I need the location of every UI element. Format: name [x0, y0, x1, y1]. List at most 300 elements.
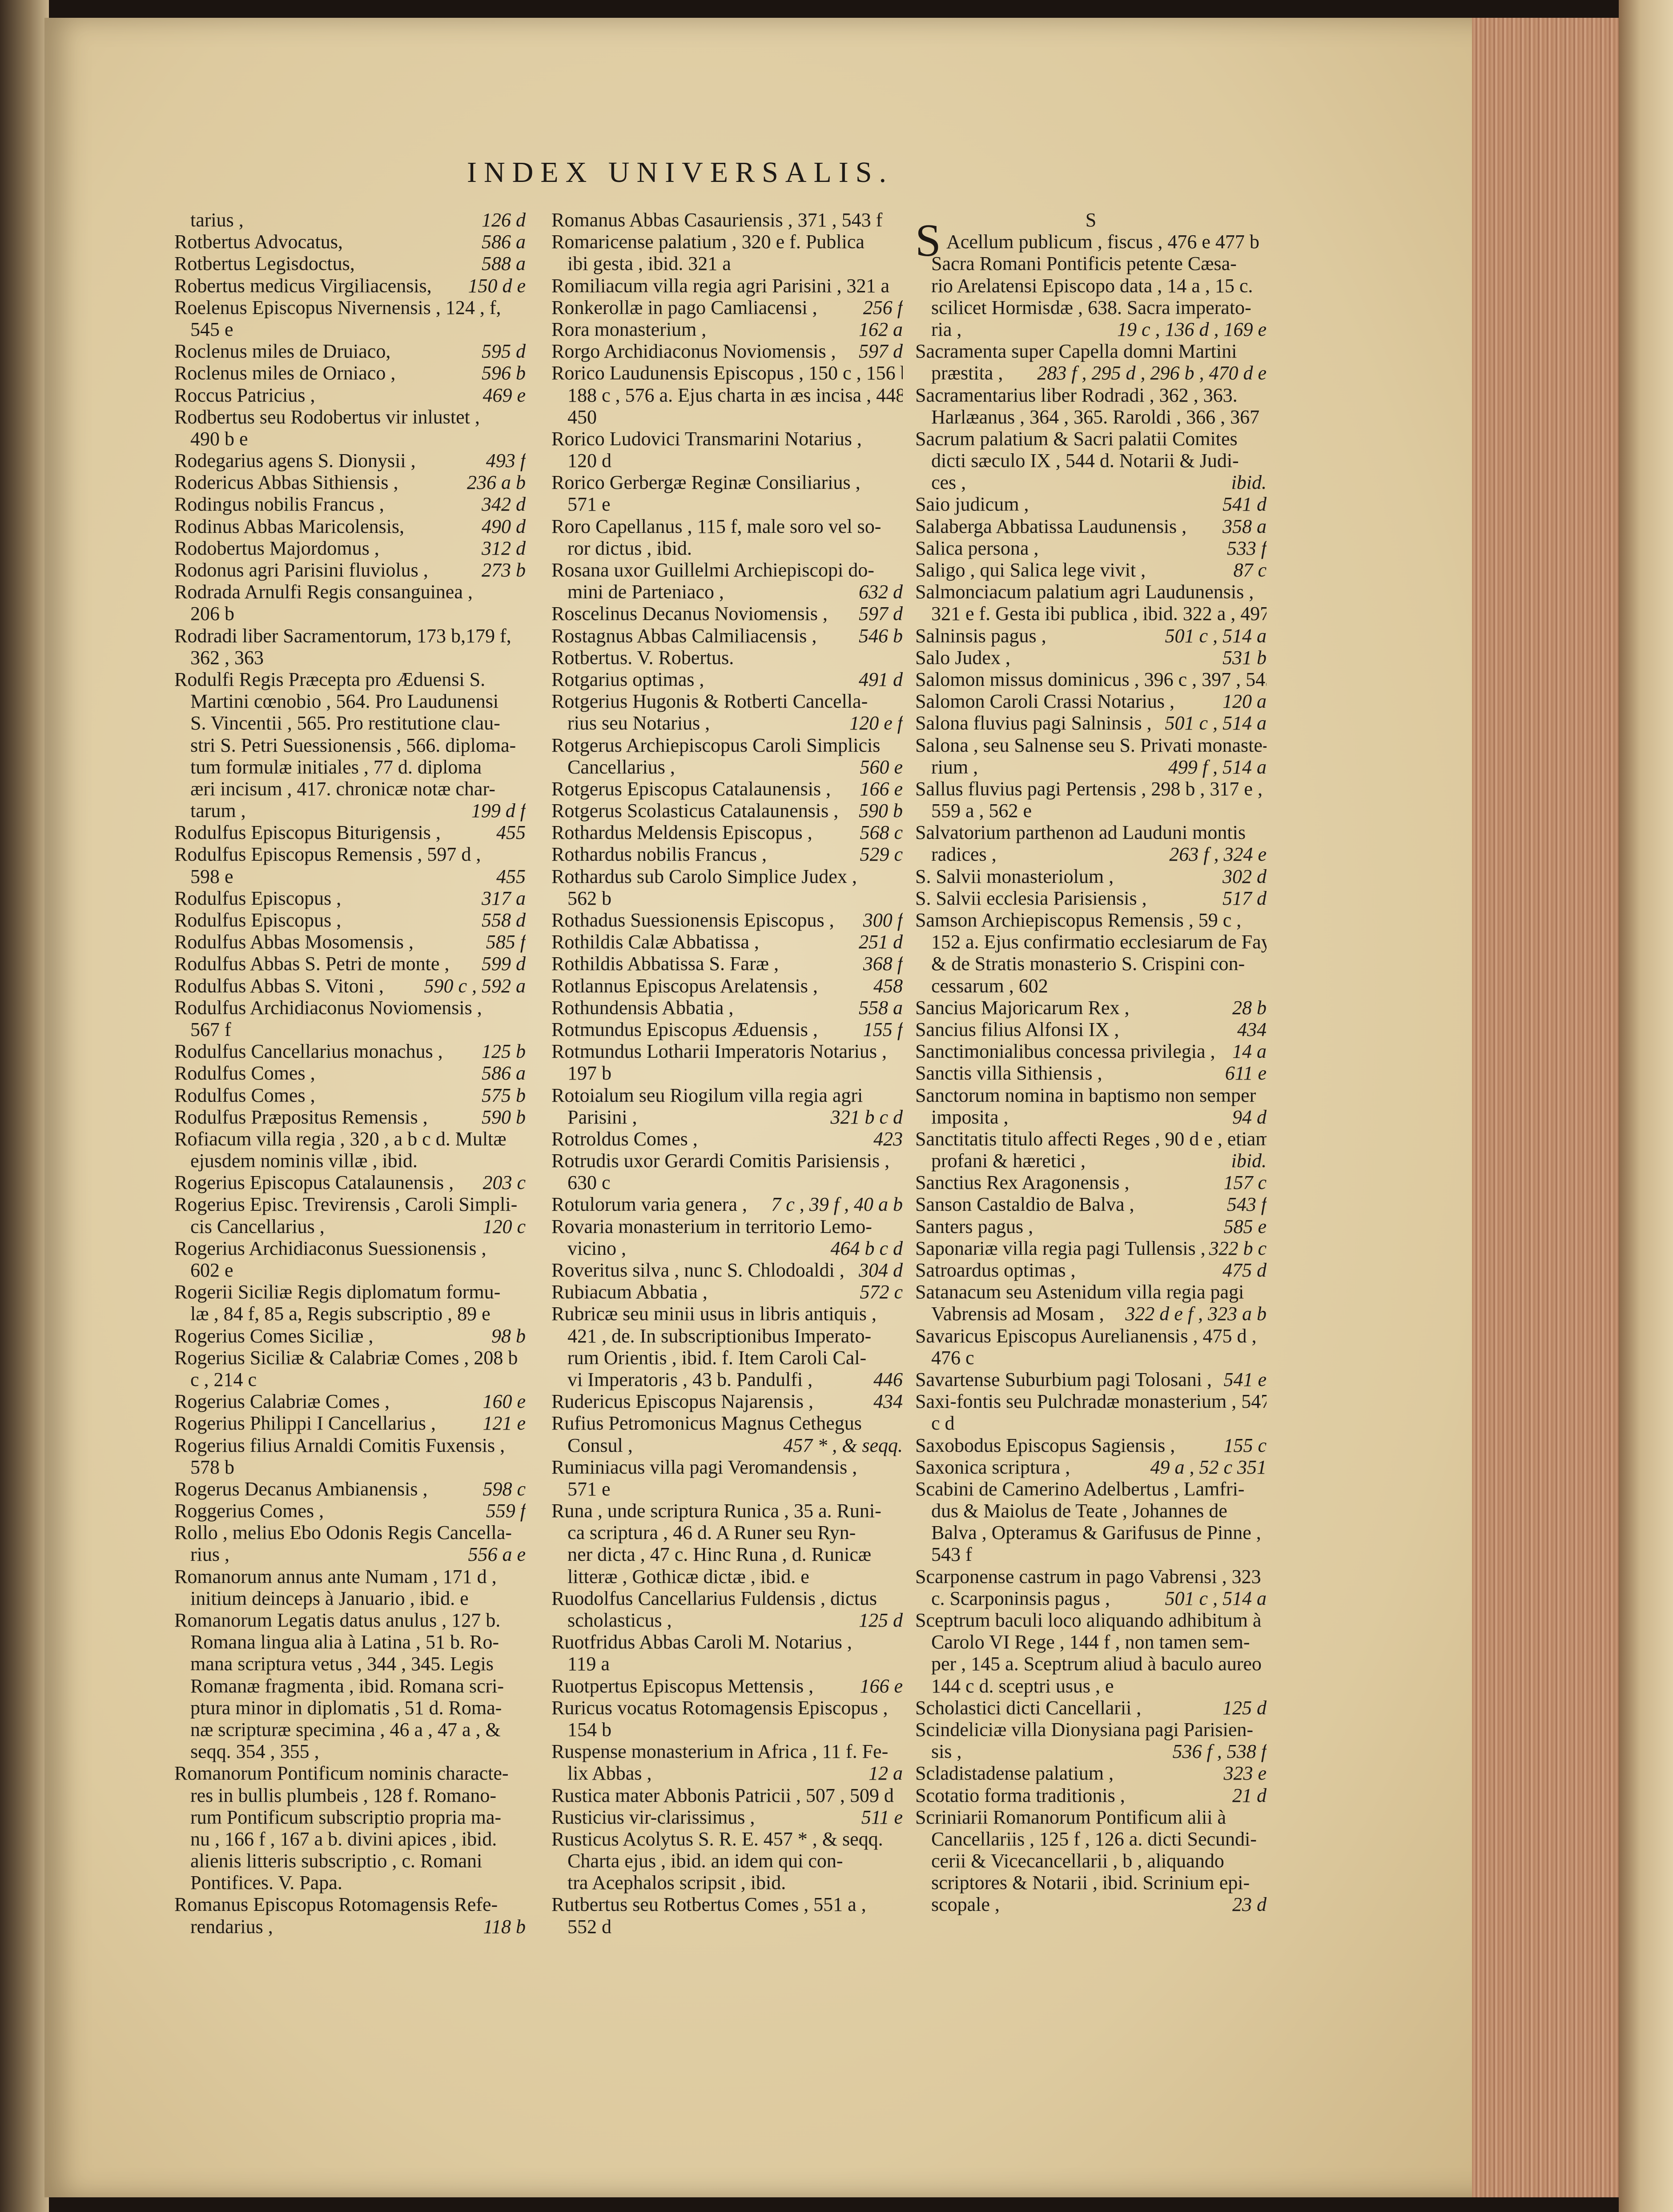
entry-text: Scarponense castrum in pago Vabrensi , 323	[915, 1566, 1261, 1587]
index-entry-line	[174, 559, 526, 581]
entry-reference: 263 f , 324 e	[1169, 843, 1267, 865]
entry-text: Roelenus Episcopus Nivernensis , 124 , f,	[174, 297, 501, 318]
entry-text: Romiliacum villa regia agri Parisini , 321 a	[551, 275, 889, 297]
entry-text: Rusticius vir-clarissimus ,	[551, 1806, 755, 1828]
entry-reference: 87 c	[1233, 559, 1267, 581]
entry-text: Sacramenta super Capella domni Martini	[915, 340, 1237, 362]
entry-reference: 458	[873, 975, 903, 997]
entry-reference: 150 d e	[468, 275, 526, 297]
entry-text: 120 d	[567, 450, 611, 471]
entry-reference: 455	[496, 822, 526, 843]
entry-text: Rotgerus Episcopus Catalaunensis ,	[551, 778, 831, 800]
entry-text: Roro Capellanus , 115 f, male soro vel so-	[551, 516, 881, 537]
entry-text: Sacrum palatium & Sacri palatii Comites	[915, 428, 1238, 450]
entry-reference: 517 d	[1223, 887, 1267, 909]
entry-text: tum formulæ initiales , 77 d. diploma	[190, 756, 482, 778]
entry-reference: 597 d	[859, 603, 903, 625]
entry-reference: 7 c , 39 f , 40 a b	[771, 1193, 903, 1215]
entry-reference: 236 a b	[467, 471, 526, 493]
entry-text: Sanctorum nomina in baptismo non semper	[915, 1084, 1256, 1106]
entry-text: c , 214 c	[190, 1369, 257, 1390]
entry-text: Rodobertus Majordomus ,	[174, 537, 379, 559]
entry-reference: 586 a	[482, 231, 526, 253]
entry-text: Rotgerius Hugonis & Rotberti Cancella-	[551, 690, 868, 712]
entry-text: næ scripturæ specimina , 46 a , 47 a , &	[190, 1719, 501, 1741]
entry-text: scopale ,	[931, 1894, 1000, 1915]
entry-reference: 312 d	[482, 537, 526, 559]
drop-cap: S	[915, 218, 941, 264]
entry-reference: 94 d	[1232, 1106, 1267, 1128]
entry-reference: 317 a	[482, 887, 526, 909]
entry-text: Harlæanus , 364 , 365. Raroldi , 366 , 367	[931, 406, 1259, 428]
entry-reference: 558 d	[482, 909, 526, 931]
entry-text: profani & hæretici ,	[931, 1150, 1086, 1172]
entry-text: Rodulfi Regis Præcepta pro Æduensi S.	[174, 669, 485, 690]
index-entry-line	[174, 471, 526, 493]
entry-text: Rotulorum varia genera ,	[551, 1193, 747, 1215]
entry-reference: 199 d f	[471, 800, 526, 822]
entry-text: Sacramentarius liber Rodradi , 362 , 363.	[915, 384, 1238, 406]
entry-reference: 531 b	[1223, 647, 1267, 669]
entry-text: Salomon Caroli Crassi Notarius ,	[915, 690, 1174, 712]
index-entry-line	[174, 493, 526, 515]
entry-text: Ruotfridus Abbas Caroli M. Notarius ,	[551, 1631, 852, 1653]
entry-text: 321 e f. Gesta ibi publica , ibid. 322 a , 497 a	[931, 603, 1267, 625]
entry-text: mana scriptura vetus , 344 , 345. Legis	[190, 1653, 494, 1675]
entry-text: Roveritus silva , nunc S. Chlodoaldi ,	[551, 1259, 845, 1281]
entry-reference: 611 e	[1225, 1062, 1267, 1084]
entry-reference: 590 b	[482, 1106, 526, 1128]
entry-text: scilicet Hormisdæ , 638. Sacra imperato-	[931, 297, 1251, 318]
entry-text: Santers pagus ,	[915, 1216, 1033, 1237]
index-entry-line	[174, 340, 526, 362]
entry-reference: 28 b	[1232, 997, 1267, 1019]
index-entry-line	[174, 712, 526, 734]
entry-reference: 120 a	[1223, 690, 1267, 712]
entry-reference: 536 f , 538 f	[1173, 1741, 1267, 1762]
entry-reference: 599 d	[482, 953, 526, 975]
index-entry-line	[174, 669, 526, 690]
entry-text: Sceptrum baculi loco aliquando adhibitum à	[915, 1609, 1261, 1631]
entry-text: cessarum , 602	[931, 975, 1048, 997]
entry-text: Consul ,	[567, 1434, 633, 1456]
entry-reference: 14 a	[1232, 1040, 1267, 1062]
entry-text: Charta ejus , ibid. an idem qui con-	[567, 1850, 843, 1872]
entry-text: ror dictus , ibid.	[567, 537, 692, 559]
entry-text: Rodericus Abbas Sithiensis ,	[174, 471, 398, 493]
entry-reference: 283 f , 295 d , 296 b , 470 d e	[1037, 362, 1267, 384]
entry-text: imposita ,	[931, 1106, 1009, 1128]
entry-reference: 475 d	[1223, 1259, 1267, 1281]
entry-reference: 49 a , 52 c 351	[1150, 1456, 1267, 1478]
entry-text: Rodrada Arnulfi Regis consanguinea ,	[174, 581, 473, 603]
entry-text: Rusticus Acolytus S. R. E. 457 * , & seqq.	[551, 1828, 883, 1850]
entry-text: Rothardus sub Carolo Simplice Judex ,	[551, 866, 857, 887]
entry-text: Rothardus Meldensis Episcopus ,	[551, 822, 812, 843]
entry-reference: 256 f	[863, 297, 903, 318]
entry-reference: 499 f , 514 a	[1168, 756, 1267, 778]
entry-text: rium ,	[931, 756, 978, 778]
entry-text: Rorico Gerbergæ Reginæ Consiliarius ,	[551, 471, 861, 493]
entry-text: Roccus Patricius ,	[174, 384, 315, 406]
entry-text: 197 b	[567, 1062, 611, 1084]
entry-text: cerii & Vicecancellarii , b , aliquando	[931, 1850, 1224, 1872]
entry-text: 450	[567, 406, 597, 428]
entry-text: Rothardus nobilis Francus ,	[551, 843, 767, 865]
entry-reference: 493 f	[486, 450, 526, 471]
entry-reference: 541 e	[1223, 1369, 1267, 1390]
entry-text: Salona fluvius pagi Salninsis ,	[915, 712, 1152, 734]
index-entry-line	[174, 406, 526, 428]
entry-text: Salvatorium parthenon ad Lauduni montis	[915, 822, 1246, 843]
cover-edge	[1619, 0, 1673, 2212]
entry-reference: 490 d	[482, 516, 526, 537]
entry-text: Rosana uxor Guillelmi Archiepiscopi do-	[551, 559, 874, 581]
entry-text: Rorgo Archidiaconus Noviomensis ,	[551, 340, 836, 362]
entry-text: seqq. 354 , 355 ,	[190, 1741, 319, 1762]
entry-text: Rothundensis Abbatia ,	[551, 997, 733, 1019]
entry-text: ejusdem nominis villæ , ibid.	[190, 1150, 418, 1172]
entry-text: Parisini ,	[567, 1106, 637, 1128]
entry-text: & de Stratis monasterio S. Crispini con-	[931, 953, 1245, 975]
entry-text: Rodinus Abbas Maricolensis,	[174, 516, 404, 537]
entry-text: tarius ,	[190, 209, 244, 231]
entry-reference: 568 c	[860, 822, 903, 843]
entry-text: Rotrudis uxor Gerardi Comitis Parisiensis ,	[551, 1150, 889, 1172]
entry-text: 421 , de. In subscriptionibus Imperato-	[567, 1325, 871, 1347]
entry-text: Romana lingua alia à Latina , 51 b. Ro-	[190, 1631, 499, 1653]
entry-reference: 120 c	[483, 1216, 526, 1237]
entry-text: Scriniarii Romanorum Pontificum alii à	[915, 1806, 1226, 1828]
entry-reference: 546 b	[859, 625, 903, 647]
entry-reference: ibid.	[1231, 1150, 1267, 1172]
entry-text: Rotlannus Episcopus Arelatensis ,	[551, 975, 818, 997]
entry-reference: 560 e	[860, 756, 903, 778]
entry-text: Romanorum Legatis datus anulus , 127 b.	[174, 1609, 500, 1631]
entry-text: Acellum publicum , fiscus , 476 e 477 b	[946, 231, 1259, 253]
entry-text: æri incisum , 417. chronicæ notæ char-	[190, 778, 495, 800]
index-entry-line	[174, 690, 526, 712]
index-entry-line	[174, 603, 526, 625]
entry-reference: 446	[873, 1369, 903, 1390]
entry-text: 543 f	[931, 1543, 972, 1565]
entry-text: Rothadus Suessionensis Episcopus ,	[551, 909, 834, 931]
entry-text: mini de Parteniaco ,	[567, 581, 724, 603]
entry-text: rius ,	[190, 1543, 229, 1565]
index-entry-line	[174, 887, 526, 909]
index-entry-line	[174, 318, 526, 340]
entry-reference: 322 d e f , 323 a b	[1125, 1303, 1267, 1325]
entry-text: Ruodolfus Cancellarius Fuldensis , dictus	[551, 1587, 877, 1609]
entry-reference: 501 c , 514 a	[1165, 712, 1267, 734]
entry-text: Salninsis pagus ,	[915, 625, 1046, 647]
entry-text: Salmonciacum palatium agri Laudunensis ,	[915, 581, 1254, 603]
entry-reference: ibid.	[1231, 471, 1267, 493]
entry-text: radices ,	[931, 843, 997, 865]
entry-text: Rotgerus Scolasticus Catalaunensis ,	[551, 800, 838, 822]
entry-reference: 12 a	[869, 1762, 903, 1784]
entry-text: Ruspense monasterium in Africa , 11 f. Fe-	[551, 1741, 888, 1762]
entry-text: Rodulfus Episcopus ,	[174, 887, 341, 909]
entry-text: 598 e	[190, 866, 233, 887]
entry-text: initium deinceps à Januario , ibid. e	[190, 1587, 469, 1609]
entry-text: Salo Judex ,	[915, 647, 1010, 669]
entry-text: Saponariæ villa regia pagi Tullensis ,	[915, 1237, 1206, 1259]
entry-reference: 121 e	[483, 1412, 526, 1434]
entry-text: Cancellarius ,	[567, 756, 675, 778]
entry-text: Rostagnus Abbas Calmiliacensis ,	[551, 625, 816, 647]
entry-text: Rogerii Siciliæ Regis diplomatum formu-	[174, 1281, 500, 1303]
entry-reference: 203 c	[483, 1172, 526, 1193]
entry-text: Ruminiacus villa pagi Veromandensis ,	[551, 1456, 857, 1478]
entry-text: Rorico Laudunensis Episcopus , 150 c , 156 b ,	[551, 362, 903, 384]
entry-text: Ruotpertus Episcopus Mettensis ,	[551, 1675, 813, 1697]
entry-reference: 155 c	[1223, 1434, 1267, 1456]
left-page-edge	[0, 0, 49, 2212]
entry-reference: 572 c	[860, 1281, 903, 1303]
entry-text: Rufius Petromonicus Magnus Cethegus	[551, 1412, 862, 1434]
entry-reference: 273 b	[482, 559, 526, 581]
entry-reference: 23 d	[1232, 1894, 1267, 1915]
entry-text: Rodulfus Episcopus Biturigensis ,	[174, 822, 441, 843]
entry-text: Rustica mater Abbonis Patricii , 507 , 509 d	[551, 1785, 894, 1806]
entry-text: Rodradi liber Sacramentorum, 173 b,179 f,	[174, 625, 511, 647]
entry-reference: 21 d	[1232, 1785, 1267, 1806]
entry-text: Rubricæ seu minii usus in libris antiquis ,	[551, 1303, 877, 1325]
entry-text: Salaberga Abbatissa Laudunensis ,	[915, 516, 1186, 537]
index-entry-line	[174, 253, 526, 274]
entry-reference: 434	[1237, 1019, 1267, 1040]
entry-text: lix Abbas ,	[567, 1762, 652, 1784]
entry-reference: 501 c , 514 a	[1165, 625, 1267, 647]
entry-text: ptura minor in diplomatis , 51 d. Roma-	[190, 1697, 502, 1719]
entry-text: Carolo VI Rege , 144 f , non tamen sem-	[931, 1631, 1250, 1653]
entry-text: Rodulfus Comes ,	[174, 1062, 315, 1084]
entry-reference: 358 a	[1223, 516, 1267, 537]
entry-text: S. Vincentii , 565. Pro restitutione clau-	[190, 712, 500, 734]
entry-reference: 541 d	[1223, 493, 1267, 515]
entry-text: Sanctimonialibus concessa privilegia ,	[915, 1040, 1215, 1062]
entry-text: c d	[931, 1412, 955, 1434]
page-title: INDEX UNIVERSALIS.	[467, 156, 1045, 189]
index-entry-line	[174, 450, 526, 471]
entry-reference: 321 b c d	[830, 1106, 903, 1128]
entry-reference: 304 d	[859, 1259, 903, 1281]
entry-reference: 125 d	[1223, 1697, 1267, 1719]
entry-text: Robertus medicus Virgiliacensis,	[174, 275, 432, 297]
entry-text: Rodulfus Abbas S. Petri de monte ,	[174, 953, 449, 975]
entry-reference: 322 b c	[1209, 1237, 1267, 1259]
index-entry-line	[174, 931, 526, 953]
entry-reference: 596 b	[482, 362, 526, 384]
entry-text: Runa , unde scriptura Runica , 35 a. Runi-	[551, 1500, 881, 1522]
entry-text: Rotgarius optimas ,	[551, 669, 704, 690]
entry-text: Sanson Castaldio de Balva ,	[915, 1193, 1134, 1215]
entry-reference: 368 f	[863, 953, 903, 975]
index-entry-line	[174, 581, 526, 603]
index-entry-line	[174, 625, 526, 647]
entry-text: ner dicta , 47 c. Hinc Runa , d. Runicæ	[567, 1543, 871, 1565]
index-entry-line	[174, 297, 526, 318]
entry-text: 552 d	[567, 1916, 611, 1938]
entry-text: Rotmundus Lotharii Imperatoris Notarius ,	[551, 1040, 887, 1062]
entry-reference: 501 c , 514 a	[1165, 1587, 1267, 1609]
entry-text: Savaricus Episcopus Aurelianensis , 475 d ,	[915, 1325, 1256, 1347]
index-column-left	[174, 209, 526, 2051]
entry-reference: 556 a e	[468, 1543, 526, 1565]
entry-text: Rogerius filius Arnaldi Comitis Fuxensis ,	[174, 1434, 505, 1456]
entry-text: 630 c	[567, 1172, 611, 1193]
entry-text: Rora monasterium ,	[551, 318, 706, 340]
entry-text: Saxi-fontis seu Pulchradæ monasterium , 547	[915, 1390, 1267, 1412]
entry-text: res in bullis plumbeis , 128 f. Romano-	[190, 1785, 496, 1806]
entry-reference: 455	[496, 866, 526, 887]
entry-text: 567 f	[190, 1019, 231, 1040]
entry-text: 119 a	[567, 1653, 610, 1675]
entry-text: 571 e	[567, 1478, 611, 1500]
entry-text: Scindeliciæ villa Dionysiana pagi Parisien-	[915, 1719, 1253, 1741]
entry-text: Rogerius Archidiaconus Suessionensis ,	[174, 1237, 487, 1259]
entry-reference: 323 e	[1223, 1762, 1267, 1784]
entry-reference: 575 b	[482, 1084, 526, 1106]
entry-text: Scabini de Camerino Adelbertus , Lamfri-	[915, 1478, 1244, 1500]
entry-text: 206 b	[190, 603, 234, 625]
entry-text: Rothildis Abbatissa S. Faræ ,	[551, 953, 779, 975]
entry-text: 144 c d. sceptri usus , e	[931, 1675, 1114, 1697]
entry-text: Ronkerollæ in pago Camliacensi ,	[551, 297, 817, 318]
entry-text: vi Imperatoris , 43 b. Pandulfi ,	[567, 1369, 812, 1390]
entry-text: ces ,	[931, 471, 966, 493]
entry-reference: 585 e	[1223, 1216, 1267, 1237]
entry-text: Rotmundus Episcopus Æduensis ,	[551, 1019, 818, 1040]
entry-text: S	[915, 209, 1267, 231]
entry-text: cis Cancellarius ,	[190, 1216, 325, 1237]
index-entry-line	[174, 516, 526, 537]
index-entry-line	[174, 800, 526, 822]
entry-reference: 342 d	[482, 493, 526, 515]
entry-text: Rodulfus Abbas Mosomensis ,	[174, 931, 414, 953]
entry-text: dicti sæculo IX , 544 d. Notarii & Judi-	[931, 450, 1239, 471]
entry-text: scholasticus ,	[567, 1609, 672, 1631]
entry-text: Sallus fluvius pagi Pertensis , 298 b , 317 e ,	[915, 778, 1263, 800]
entry-text: Romanorum Pontificum nominis characte-	[174, 1762, 509, 1784]
entry-reference: 511 e	[861, 1806, 903, 1828]
entry-reference: 632 d	[859, 581, 903, 603]
entry-reference: 598 c	[483, 1478, 526, 1500]
entry-text: Saligo , qui Salica lege vivit ,	[915, 559, 1146, 581]
entry-text: Scholastici dicti Cancellarii ,	[915, 1697, 1141, 1719]
entry-text: Rothildis Calæ Abbatissa ,	[551, 931, 759, 953]
entry-reference: 19 c , 136 d , 169 e	[1117, 318, 1267, 340]
entry-text: sis ,	[931, 1741, 961, 1762]
index-entry-line	[174, 734, 526, 756]
entry-text: rendarius ,	[190, 1916, 273, 1938]
entry-reference: 590 c , 592 a	[424, 975, 526, 997]
entry-text: S. Salvii ecclesia Parisiensis ,	[915, 887, 1147, 909]
entry-text: Salomon missus dominicus , 396 c , 397 , 543 a	[915, 669, 1267, 690]
entry-text: Rogerius Calabriæ Comes ,	[174, 1390, 390, 1412]
entry-text: Saio judicum ,	[915, 493, 1029, 515]
index-entry-line	[174, 275, 526, 297]
entry-text: Ruricus vocatus Rotomagensis Episcopus ,	[551, 1697, 888, 1719]
entry-text: Rogerius Siciliæ & Calabriæ Comes , 208 b	[174, 1347, 518, 1369]
entry-reference: 588 a	[482, 253, 526, 274]
index-entry-line	[174, 428, 526, 450]
entry-text: Vabrensis ad Mosam ,	[931, 1303, 1104, 1325]
entry-text: vicino ,	[567, 1237, 626, 1259]
index-entry-line	[174, 362, 526, 384]
entry-text: Rudericus Episcopus Najarensis ,	[551, 1390, 813, 1412]
entry-reference: 469 e	[483, 384, 526, 406]
entry-text: Rotroldus Comes ,	[551, 1128, 698, 1150]
entry-text: Cancellariis , 125 f , 126 a. dicti Secundi-	[931, 1828, 1257, 1850]
entry-reference: 586 a	[482, 1062, 526, 1084]
entry-text: dus & Maiolus de Teate , Johannes de	[931, 1500, 1227, 1522]
entry-text: nu , 166 f , 167 a b. divini apices , ibid.	[190, 1828, 497, 1850]
entry-reference: 585 f	[486, 931, 526, 953]
entry-text: Rotgerus Archiepiscopus Caroli Simplicis	[551, 734, 880, 756]
entry-text: Rodulfus Episcopus Remensis , 597 d ,	[174, 843, 481, 865]
entry-text: ibi gesta , ibid. 321 a	[567, 253, 731, 274]
index-entry-line	[174, 843, 526, 865]
entry-reference: 125 d	[859, 1609, 903, 1631]
entry-reference: 126 d	[482, 209, 526, 231]
entry-text: Sanctius Rex Aragonensis ,	[915, 1172, 1130, 1193]
entry-text: Rodingus nobilis Francus ,	[174, 493, 384, 515]
entry-text: Scladistadense palatium ,	[915, 1762, 1114, 1784]
entry-reference: 166 e	[860, 1675, 903, 1697]
entry-reference: 157 c	[1223, 1172, 1267, 1193]
entry-text: Rotbertus. V. Robertus.	[551, 647, 734, 669]
entry-text: Saxobodus Episcopus Sagiensis ,	[915, 1434, 1175, 1456]
entry-text: Rollo , melius Ebo Odonis Regis Cancella-	[174, 1522, 512, 1543]
entry-text: Satroardus optimas ,	[915, 1259, 1076, 1281]
entry-text: Sanctitatis titulo affecti Reges , 90 d e , etiam	[915, 1128, 1267, 1150]
entry-text: Saxonica scriptura ,	[915, 1456, 1070, 1478]
index-entry-line	[174, 756, 526, 778]
entry-reference: 533 f	[1227, 537, 1267, 559]
entry-text: Roscelinus Decanus Noviomensis ,	[551, 603, 828, 625]
entry-text: Romanus Abbas Casauriensis , 371 , 543 f	[551, 209, 882, 231]
entry-text: Savartense Suburbium pagi Tolosani ,	[915, 1369, 1212, 1390]
entry-reference: 162 a	[859, 318, 903, 340]
entry-text: Sancius Majoricarum Rex ,	[915, 997, 1129, 1019]
index-entry-line	[174, 909, 526, 931]
entry-text: Rogerus Decanus Ambianensis ,	[174, 1478, 427, 1500]
entry-text: Romanæ fragmenta , ibid. Romana scri-	[190, 1675, 504, 1697]
entry-text: Rogerius Episcopus Catalaunensis ,	[174, 1172, 454, 1193]
entry-text: Rodegarius agens S. Dionysii ,	[174, 450, 416, 471]
entry-text: Rotbertus Advocatus,	[174, 231, 343, 253]
entry-text: Rotbertus Legisdoctus,	[174, 253, 355, 274]
entry-reference: 457 * , & seqq.	[783, 1434, 903, 1456]
entry-reference: 590 b	[859, 800, 903, 822]
entry-text: Sanctis villa Sithiensis ,	[915, 1062, 1102, 1084]
entry-text: læ , 84 f, 85 a, Regis subscriptio , 89 e	[190, 1303, 491, 1325]
entry-text: Martini cœnobio , 564. Pro Laudunensi	[190, 690, 499, 712]
index-entry-line	[174, 866, 526, 887]
entry-reference: 160 e	[483, 1390, 526, 1412]
entry-reference: 166 e	[860, 778, 903, 800]
entry-reference: 120 e f	[849, 712, 903, 734]
entry-text: Sacra Romani Pontificis petente Cæsa-	[931, 253, 1237, 274]
entry-reference: 251 d	[859, 931, 903, 953]
entry-reference: 434	[873, 1390, 903, 1412]
entry-reference: 423	[873, 1128, 903, 1150]
entry-text: Rubiacum Abbatia ,	[551, 1281, 708, 1303]
entry-reference: 543 f	[1227, 1193, 1267, 1215]
entry-text: Romanus Episcopus Rotomagensis Refe-	[174, 1894, 498, 1915]
